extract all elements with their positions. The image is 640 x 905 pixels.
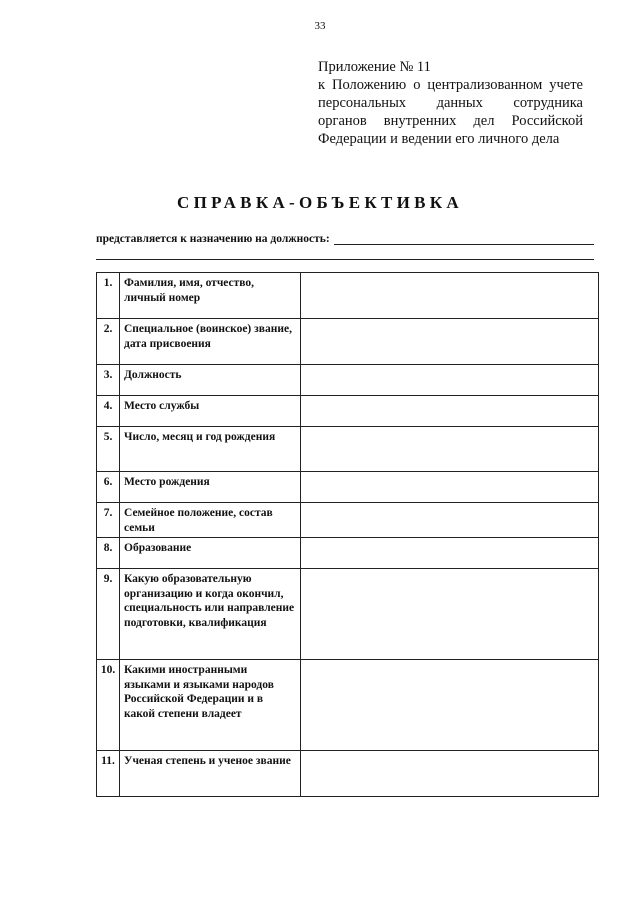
nominated-position-field bbox=[96, 233, 594, 245]
row-value-cell[interactable] bbox=[301, 538, 599, 569]
row-label: Какими иностранными языками и языками народов Российской Федерации и в какой степени владеет bbox=[120, 660, 301, 751]
table-row bbox=[97, 396, 599, 427]
appendix-text-line: персональных данных сотрудника bbox=[318, 95, 583, 111]
row-label: Должность bbox=[120, 365, 301, 396]
row-number: 8. bbox=[97, 538, 120, 569]
row-label: Место рождения bbox=[120, 472, 301, 503]
row-label: Семейное положение, состав семьи bbox=[120, 503, 301, 538]
table-row bbox=[97, 660, 599, 751]
table-row bbox=[97, 427, 599, 472]
row-number: 6. bbox=[97, 472, 120, 503]
appendix-number: Приложение № 11 bbox=[318, 59, 431, 75]
document-title: СПРАВКА-ОБЪЕКТИВКА bbox=[177, 193, 463, 212]
row-number: 10. bbox=[97, 660, 120, 751]
row-label: Образование bbox=[120, 538, 301, 569]
row-number: 11. bbox=[97, 751, 120, 797]
page-number: 33 bbox=[314, 20, 326, 32]
nominated-position-blank-continuation[interactable] bbox=[96, 259, 594, 260]
row-number: 7. bbox=[97, 503, 120, 538]
row-number: 9. bbox=[97, 569, 120, 660]
appendix-text-line: к Положению о централизованном учете bbox=[318, 77, 583, 93]
appendix-text-line: органов внутренних дел Российской bbox=[318, 113, 583, 129]
row-label: Фамилия, имя, отчество, личный номер bbox=[120, 273, 301, 319]
table-row bbox=[97, 365, 599, 396]
row-label: Число, месяц и год рождения bbox=[120, 427, 301, 472]
row-number: 5. bbox=[97, 427, 120, 472]
row-value-cell[interactable] bbox=[301, 427, 599, 472]
table-row bbox=[97, 273, 599, 319]
row-value-cell[interactable] bbox=[301, 319, 599, 365]
row-value-cell[interactable] bbox=[301, 503, 599, 538]
appendix-header bbox=[318, 58, 583, 148]
row-value-cell[interactable] bbox=[301, 751, 599, 797]
table-row bbox=[97, 569, 599, 660]
row-label: Ученая степень и ученое звание bbox=[120, 751, 301, 797]
row-value-cell[interactable] bbox=[301, 660, 599, 751]
appendix-text-line: Федерации и ведении его личного дела bbox=[318, 131, 560, 147]
table-row bbox=[97, 751, 599, 797]
row-value-cell[interactable] bbox=[301, 273, 599, 319]
nominated-position-label: представляется к назначению на должность: bbox=[96, 233, 330, 245]
row-value-cell[interactable] bbox=[301, 472, 599, 503]
row-number: 1. bbox=[97, 273, 120, 319]
row-number: 2. bbox=[97, 319, 120, 365]
row-label: Специальное (воинское) звание, дата присвоения bbox=[120, 319, 301, 365]
table-row bbox=[97, 538, 599, 569]
row-value-cell[interactable] bbox=[301, 396, 599, 427]
nominated-position-blank[interactable] bbox=[334, 233, 594, 245]
row-number: 3. bbox=[97, 365, 120, 396]
row-value-cell[interactable] bbox=[301, 569, 599, 660]
table-row bbox=[97, 319, 599, 365]
row-number: 4. bbox=[97, 396, 120, 427]
info-table bbox=[96, 272, 599, 797]
row-label: Место службы bbox=[120, 396, 301, 427]
row-label: Какую образовательную организацию и когда окончил, специальность или направление подготовки, квалификация bbox=[120, 569, 301, 660]
row-value-cell[interactable] bbox=[301, 365, 599, 396]
table-row bbox=[97, 472, 599, 503]
table-row bbox=[97, 503, 599, 538]
